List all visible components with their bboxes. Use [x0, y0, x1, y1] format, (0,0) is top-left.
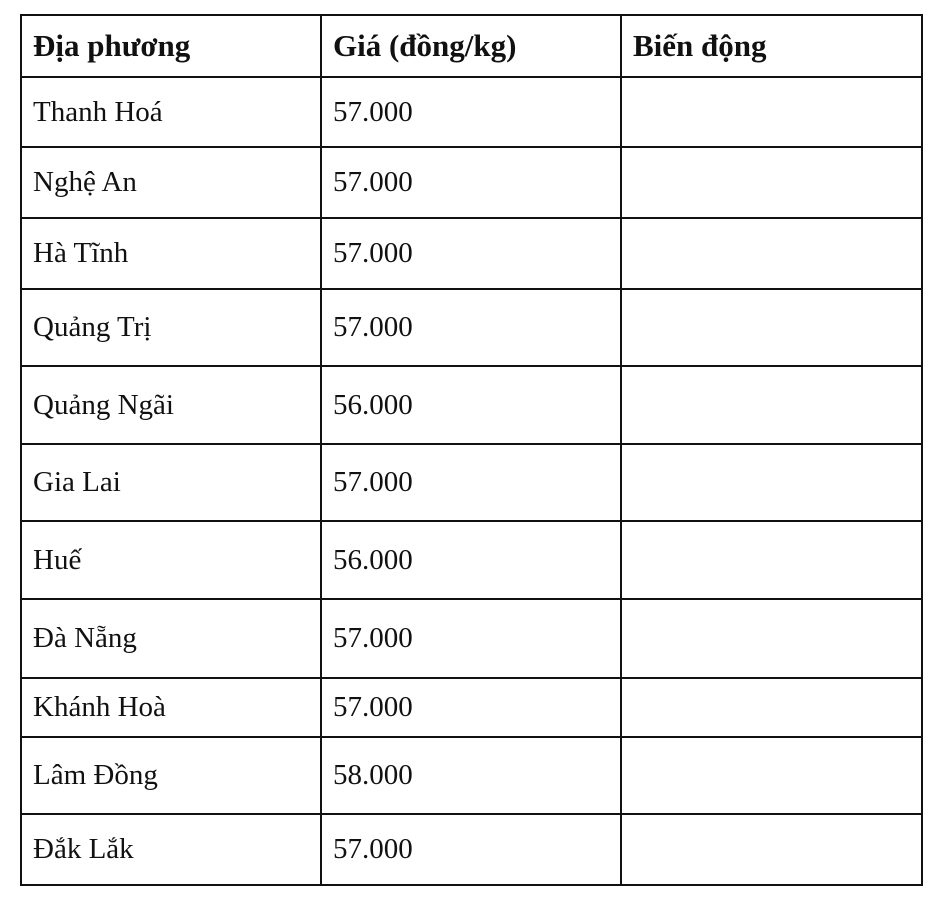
locality-cell: Huế: [21, 521, 321, 599]
table-row: [21, 814, 922, 885]
price-cell: 57.000: [321, 814, 621, 885]
change-cell: [621, 366, 922, 444]
change-cell: [621, 218, 922, 289]
table-row: [21, 678, 922, 737]
change-cell: [621, 289, 922, 366]
locality-cell: Quảng Ngãi: [21, 366, 321, 444]
table-row: [21, 521, 922, 599]
price-cell: 57.000: [321, 289, 621, 366]
table-row: [21, 77, 922, 147]
price-cell: 56.000: [321, 366, 621, 444]
change-cell: [621, 444, 922, 521]
table-header-row: [21, 15, 922, 77]
price-table: [20, 14, 923, 886]
table-row: [21, 147, 922, 218]
change-cell: [621, 77, 922, 147]
locality-cell: Khánh Hoà: [21, 678, 321, 737]
price-cell: 57.000: [321, 444, 621, 521]
price-cell: 57.000: [321, 218, 621, 289]
table-row: [21, 737, 922, 814]
locality-cell: Đắk Lắk: [21, 814, 321, 885]
price-cell: 57.000: [321, 678, 621, 737]
table-row: [21, 444, 922, 521]
locality-cell: Quảng Trị: [21, 289, 321, 366]
locality-cell: Lâm Đồng: [21, 737, 321, 814]
price-table-container: [20, 14, 923, 886]
table-row: [21, 289, 922, 366]
change-cell: [621, 521, 922, 599]
change-cell: [621, 814, 922, 885]
change-cell: [621, 678, 922, 737]
price-cell: 57.000: [321, 147, 621, 218]
price-cell: 58.000: [321, 737, 621, 814]
header-change: Biến động: [621, 15, 922, 77]
change-cell: [621, 737, 922, 814]
price-cell: 56.000: [321, 521, 621, 599]
change-cell: [621, 599, 922, 678]
table-row: [21, 366, 922, 444]
table-row: [21, 218, 922, 289]
price-cell: 57.000: [321, 599, 621, 678]
table-row: [21, 599, 922, 678]
header-price: Giá (đồng/kg): [321, 15, 621, 77]
locality-cell: Hà Tĩnh: [21, 218, 321, 289]
locality-cell: Thanh Hoá: [21, 77, 321, 147]
header-locality: Địa phương: [21, 15, 321, 77]
locality-cell: Đà Nẵng: [21, 599, 321, 678]
locality-cell: Nghệ An: [21, 147, 321, 218]
change-cell: [621, 147, 922, 218]
locality-cell: Gia Lai: [21, 444, 321, 521]
price-cell: 57.000: [321, 77, 621, 147]
